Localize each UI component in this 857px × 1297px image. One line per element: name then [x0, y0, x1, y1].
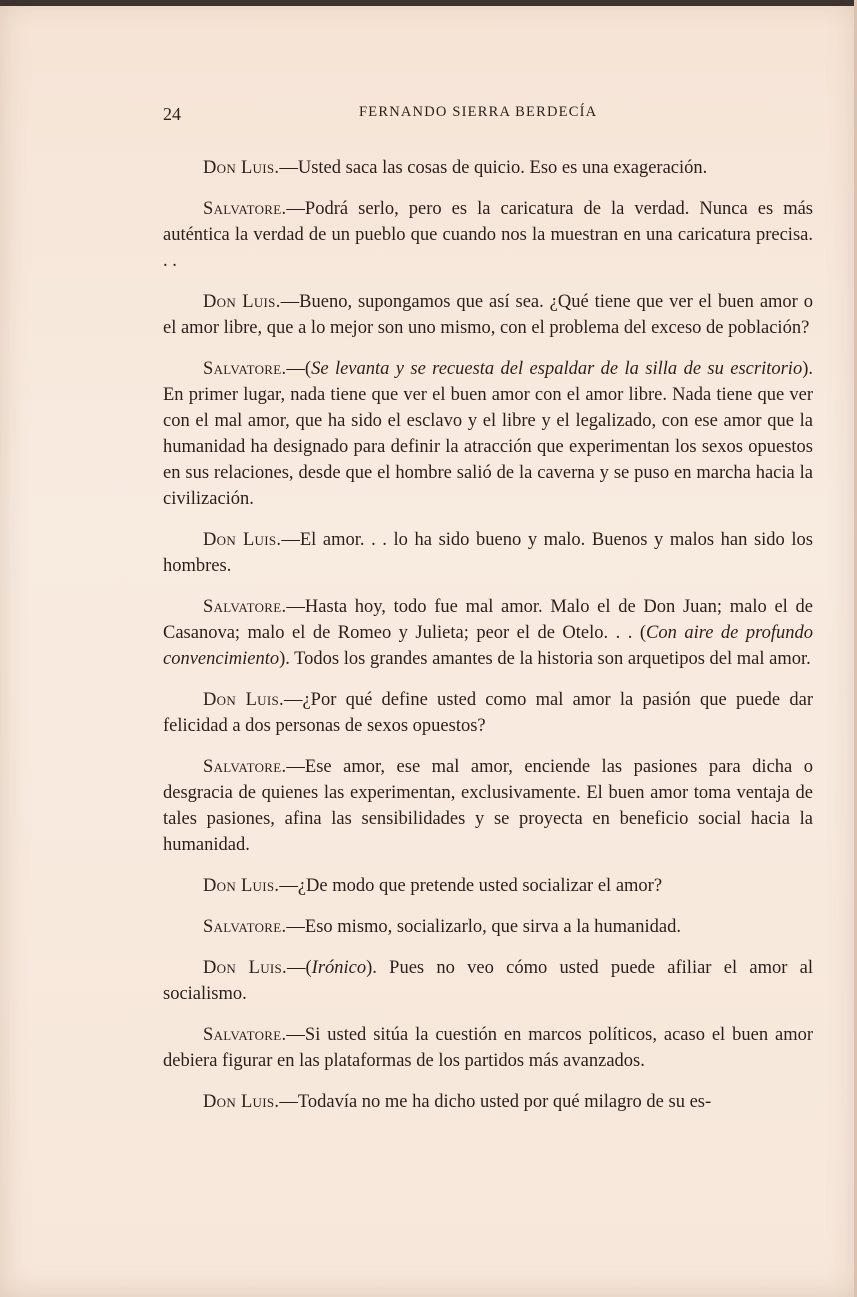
dialogue-text: ). Todos los grandes amantes de la historia son arquetipos del mal amor.	[279, 649, 811, 669]
dialogue-text: —¿De modo que pretende usted socializar el amor?	[279, 876, 663, 896]
dialogue-text: —(	[286, 359, 312, 379]
dialogue-text: —Bueno, supongamos que así sea. ¿Qué tiene que ver el buen amor o el amor libre, que a lo mejor son uno mismo, con el problema del exceso de población?	[163, 292, 813, 338]
dialogue-paragraph	[163, 594, 813, 672]
dialogue-text: —Todavía no me ha dicho usted por qué milagro de su es-	[279, 1092, 712, 1112]
dialogue-body	[163, 155, 813, 1130]
dialogue-paragraph	[163, 155, 813, 181]
dialogue-paragraph	[163, 527, 813, 579]
speaker-name: Don Luis.	[203, 1092, 280, 1112]
speaker-name: Salvatore.	[203, 597, 287, 617]
stage-direction: Con aire de profundo convencimiento	[163, 623, 813, 669]
speaker-name: Salvatore.	[203, 917, 287, 937]
dialogue-text: —Si usted sitúa la cuestión en marcos políticos, acaso el buen amor debiera figurar en las plataformas de los partidos más avanzados.	[163, 1025, 813, 1071]
dialogue-text: —Usted saca las cosas de quicio. Eso es una exageración.	[279, 158, 708, 178]
speaker-name: Don Luis.	[203, 292, 281, 312]
dialogue-text: —¿Por qué define usted como mal amor la pasión que puede dar felicidad a dos personas de sexos opuestos?	[163, 690, 813, 736]
stage-direction: Irónico	[311, 958, 367, 978]
dialogue-text: —Hasta hoy, todo fue mal amor. Malo el de Don Juan; malo el de Casanova; malo el de Romeo y Julieta; peor el de Otelo. . . (	[163, 597, 813, 643]
speaker-name: Don Luis.	[203, 158, 280, 178]
speaker-name: Salvatore.	[203, 199, 287, 219]
speaker-name: Don Luis.	[203, 958, 287, 978]
dialogue-text: —(	[286, 958, 312, 978]
dialogue-paragraph	[163, 687, 813, 739]
speaker-name: Don Luis.	[203, 530, 282, 550]
page-number: 24	[163, 104, 181, 124]
speaker-name: Salvatore.	[203, 359, 287, 379]
speaker-name: Salvatore.	[203, 757, 287, 777]
dialogue-text: —Ese amor, ese mal amor, enciende las pasiones para dicha o desgracia de quienes las experimentan, exclusivamente. El buen amor toma ventaja de tales pasiones, afina las sensibilidades y se proyecta en beneficio social hacia la humanidad.	[163, 757, 813, 855]
dialogue-paragraph	[163, 196, 813, 274]
speaker-name: Don Luis.	[203, 690, 284, 710]
dialogue-text: ). En primer lugar, nada tiene que ver el buen amor con el amor libre. Nada tiene que ver con el mal amor, que ha sido el esclavo y el libre y el legalizado, con ese amor que la humanidad ha designado para definir la atracción que experimentan los sexos opuestos en sus relaciones, desde que el hombre salió de la caverna y se puso en marcha hacia la civilización.	[163, 359, 813, 509]
page-top-edge	[0, 0, 857, 6]
page-header	[163, 104, 813, 134]
running-head: FERNANDO SIERRA BERDECÍA	[359, 104, 598, 120]
dialogue-paragraph	[163, 754, 813, 858]
dialogue-text: —El amor. . . lo ha sido bueno y malo. Buenos y malos han sido los hombres.	[163, 530, 813, 576]
speaker-name: Don Luis.	[203, 876, 280, 896]
dialogue-paragraph	[163, 873, 813, 899]
dialogue-text: ). Pues no veo cómo usted puede afiliar el amor al socialismo.	[163, 958, 813, 1004]
dialogue-paragraph	[163, 356, 813, 512]
dialogue-paragraph	[163, 289, 813, 341]
dialogue-paragraph	[163, 914, 813, 940]
stage-direction: Se levanta y se recuesta del espaldar de la silla de su escritorio	[311, 359, 803, 379]
dialogue-text: —Podrá serlo, pero es la caricatura de la verdad. Nunca es más auténtica la verdad de un pueblo que cuando nos la muestran en una caricatura precisa. . .	[163, 199, 813, 271]
dialogue-text: —Eso mismo, socializarlo, que sirva a la humanidad.	[286, 917, 681, 937]
dialogue-paragraph	[163, 1022, 813, 1074]
dialogue-paragraph	[163, 1089, 813, 1115]
speaker-name: Salvatore.	[203, 1025, 287, 1045]
dialogue-paragraph	[163, 955, 813, 1007]
